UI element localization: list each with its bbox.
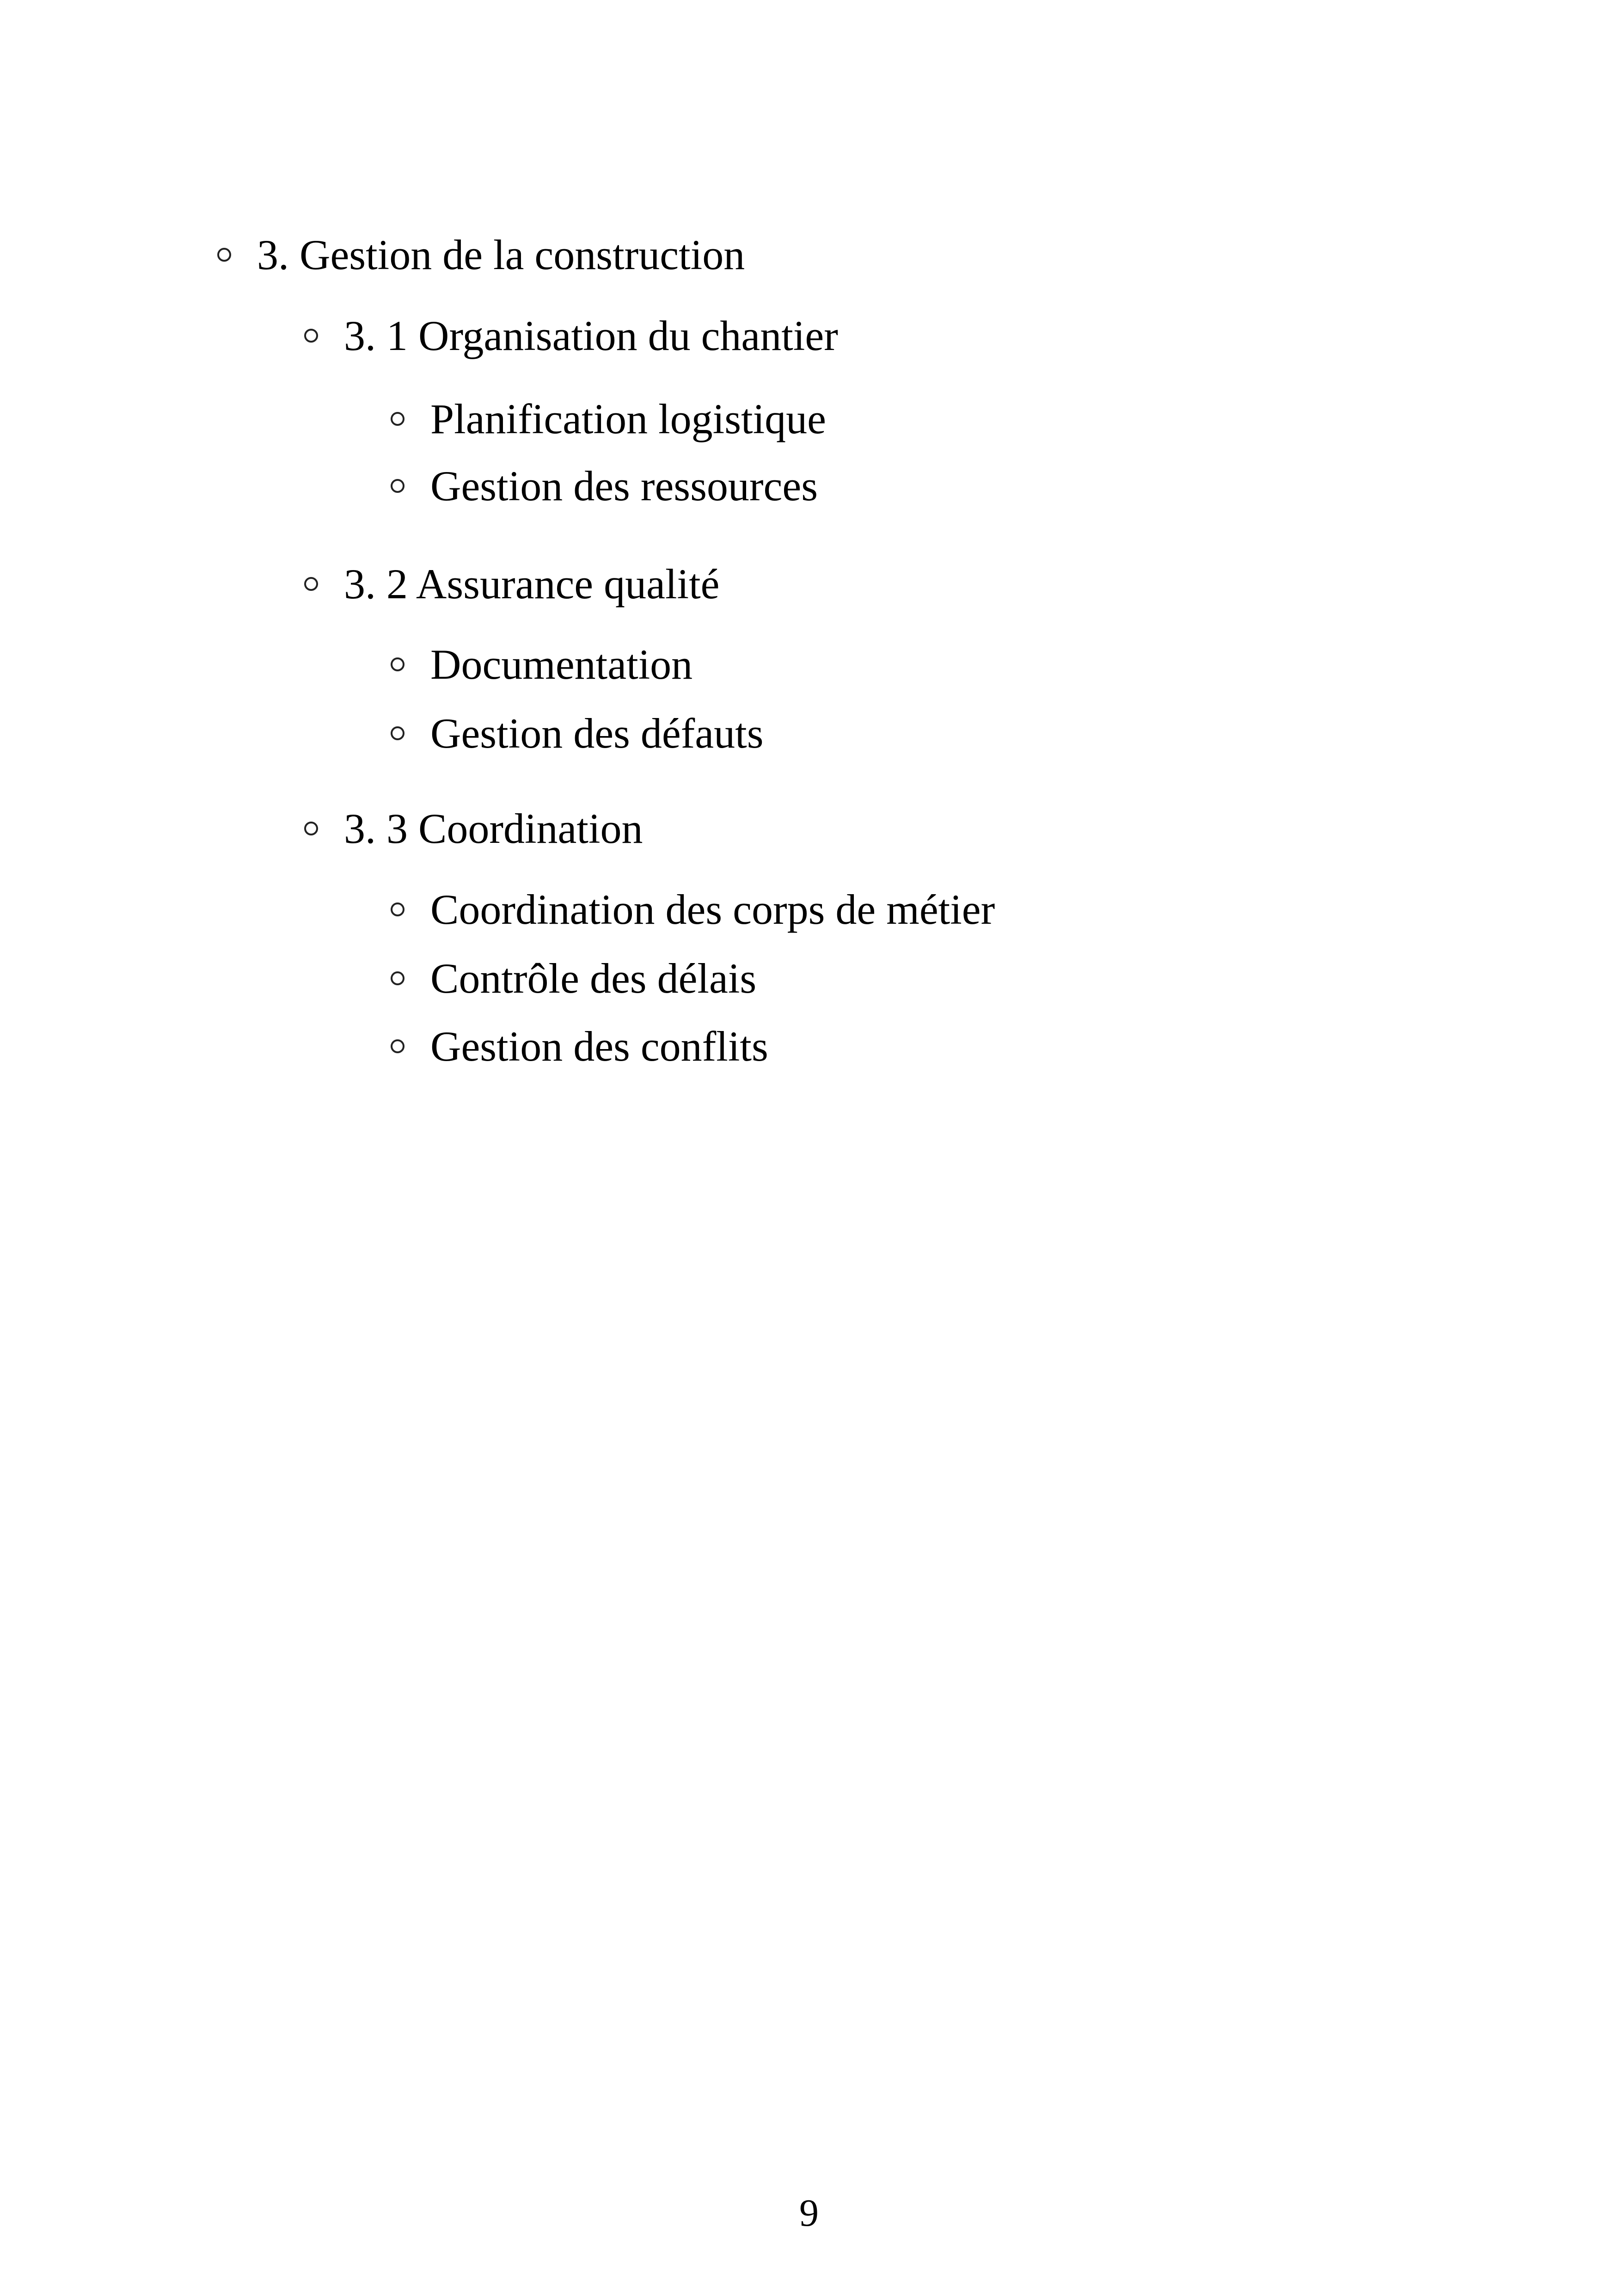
outline-item-section-3	[217, 233, 745, 276]
outline-item-label: Documentation	[430, 641, 693, 688]
outline-item-subsection-3-3	[304, 807, 643, 850]
outline-item-label: 3. 1 Organisation du chantier	[344, 312, 838, 359]
circle-bullet-icon	[304, 329, 318, 343]
circle-bullet-icon	[391, 412, 404, 426]
outline-item	[391, 643, 693, 686]
page-number: 9	[799, 2192, 819, 2235]
outline-item	[391, 1025, 768, 1068]
outline-item	[391, 957, 756, 1000]
outline-item-label: Coordination des corps de métier	[430, 886, 995, 933]
circle-bullet-icon	[391, 971, 404, 985]
circle-bullet-icon	[304, 822, 318, 835]
outline-item-label: Gestion des ressources	[430, 462, 818, 510]
outline-item	[391, 395, 826, 442]
outline-item-subsection-3-2	[304, 560, 720, 608]
outline-item-label: 3. 3 Coordination	[344, 805, 643, 852]
circle-bullet-icon	[391, 657, 404, 671]
circle-bullet-icon	[391, 1039, 404, 1053]
circle-bullet-icon	[391, 479, 404, 493]
outline-item-label: 3. 2 Assurance qualité	[344, 560, 720, 608]
circle-bullet-icon	[391, 726, 404, 740]
outline-item	[391, 888, 995, 931]
outline-item	[391, 712, 764, 755]
outline-item-subsection-3-1	[304, 314, 838, 357]
outline-item-label: Gestion des défauts	[430, 710, 764, 757]
outline-item-label: Contrôle des délais	[430, 955, 757, 1002]
circle-bullet-icon	[217, 248, 231, 262]
outline-item-label: 3. Gestion de la construction	[257, 231, 745, 278]
circle-bullet-icon	[304, 577, 318, 591]
outline-item-label: Gestion des conflits	[430, 1023, 768, 1070]
outline-item	[391, 462, 818, 510]
outline-item-label: Planification logistique	[430, 395, 826, 442]
circle-bullet-icon	[391, 902, 404, 916]
